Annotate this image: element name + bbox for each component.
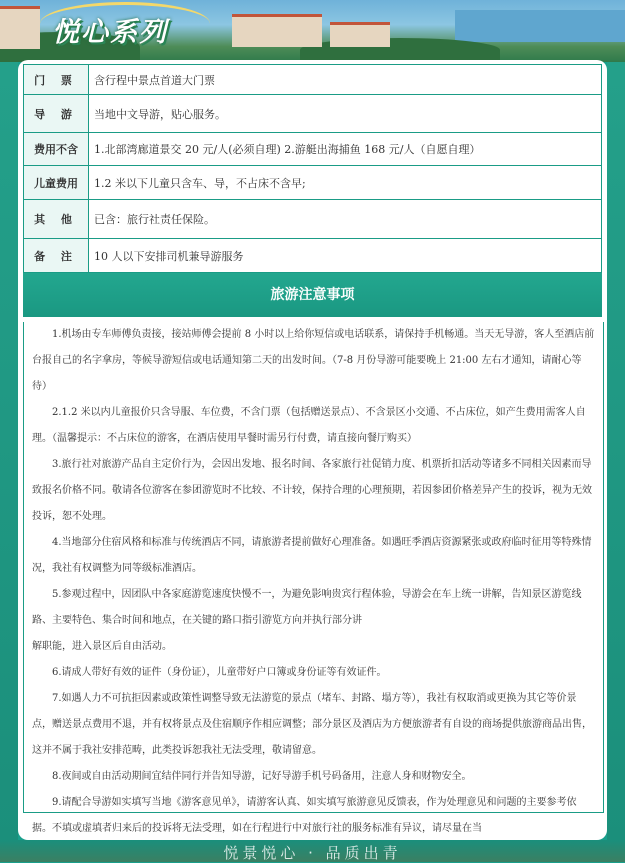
info-value: 1.2 米以下儿童只含车、导，不占床不含早; xyxy=(89,166,602,200)
footer-slogan: 悦景悦心 · 品质出青 xyxy=(223,844,402,862)
info-row-excluded-fees xyxy=(24,133,602,166)
side-border-right xyxy=(607,62,625,842)
info-value: 当地中文导游，贴心服务。 xyxy=(89,95,602,133)
info-label: 门 票 xyxy=(24,65,89,95)
notice-paragraph: 9.请配合导游如实填写当地《游客意见单》，请游客认真、如实填写旅游意见反馈表，作为处理意见和问题的主要参考依据。不填或虚填者归来后的投诉将无法受理，如在行程进行中对旅行社的服务标准有异议，请尽量在当 xyxy=(32,797,577,834)
info-value: 已含：旅行社责任保险。 xyxy=(89,200,602,239)
header-banner xyxy=(0,0,625,62)
banner-building xyxy=(0,6,40,49)
notice-paragraph: 3.旅行社对旅游产品自主定价行为，会因出发地、报名时间、各家旅行社促销力度、机票折扣活动等诸多不同相关因素而导致报名价格不同。敬请各位游客在参团游览时不比较、不计较，保持合理的心理预期，若因参团价格差异产生的投诉，视为无效投诉，恕不处理。 xyxy=(32,459,592,522)
info-row-remarks xyxy=(24,239,602,273)
info-row-ticket xyxy=(24,65,602,95)
info-label: 儿童费用 xyxy=(24,166,89,200)
info-value: 1.北部湾廊道景交 20 元/人(必须自理) 2.游艇出海捕鱼 168 元/人（自愿自理） xyxy=(89,133,602,166)
banner-sea xyxy=(455,10,625,42)
info-value: 含行程中景点首道大门票 xyxy=(89,65,602,95)
info-row-guide xyxy=(24,95,602,133)
side-border-left xyxy=(0,62,18,842)
info-row-child-fees xyxy=(24,166,602,200)
notice-paragraph: 解职能，进入景区后自由活动。 xyxy=(32,641,172,652)
info-row-other xyxy=(24,200,602,239)
banner-building xyxy=(330,22,390,47)
notice-paragraph: 1.机场由专车师傅负责接，接站师傅会提前 8 小时以上给你短信或电话联系，请保持手机畅通。当天无导游，客人至酒店前台报自己的名字拿房，等候导游短信或电话通知第二天的出发时间。（7-8 月份导游可能要晚上 21:00 左右才通知，请耐心等待） xyxy=(32,329,595,392)
info-label: 备 注 xyxy=(24,239,89,273)
banner-building xyxy=(232,14,322,47)
info-value: 10 人以下安排司机兼导游服务 xyxy=(89,239,602,273)
info-label: 导 游 xyxy=(24,95,89,133)
notice-paragraph: 8.夜间或自由活动期间宜结伴同行并告知导游，记好导游手机号码备用，注意人身和财物安全。 xyxy=(52,771,472,782)
info-table xyxy=(23,64,602,273)
notice-paragraph: 2.1.2 米以内儿童报价只含导服、车位费，不含门票（包括赠送景点）、不含景区小交通、不占床位，如产生费用需客人自理。（温馨提示：不占床位的游客，在酒店使用早餐时需另行付费，请直接向餐厅购买） xyxy=(32,407,586,444)
series-title: 悦心系列 xyxy=(52,17,168,48)
notice-paragraph: 5.参观过程中，因团队中各家庭游览速度快慢不一，为避免影响贵宾行程体验，导游会在车上统一讲解，告知景区游览线路、主要特色、集合时间和地点，在关键的路口指引游览方向并执行部分讲 xyxy=(32,589,582,626)
notice-paragraph: 7.如遇人力不可抗拒因素或政策性调整导致无法游览的景点（堵车、封路、塌方等），我社有权取消或更换为其它等价景点，赠送景点费用不退，并有权将景点及住宿顺序作相应调整；部分景区及酒店为方便旅游者有自设的商场提供旅游商品出售，这并不属于我社安排范畴，此类投诉恕我社无法受理，敬请留意。 xyxy=(32,693,592,756)
content-panel xyxy=(18,60,607,840)
info-label: 费用不含 xyxy=(24,133,89,166)
notice-paragraph: 6.请成人带好有效的证件（身份证），儿童带好户口簿或身份证等有效证件。 xyxy=(52,667,387,678)
notice-body xyxy=(23,322,604,834)
info-label: 其 他 xyxy=(24,200,89,239)
notice-heading: 旅游注意事项 xyxy=(23,273,602,317)
notice-paragraph: 4.当地部分住宿风格和标准与传统酒店不同，请旅游者提前做好心理准备。如遇旺季酒店资源紧张或政府临时征用等特殊情况，我社有权调整为同等级标准酒店。 xyxy=(32,537,592,574)
